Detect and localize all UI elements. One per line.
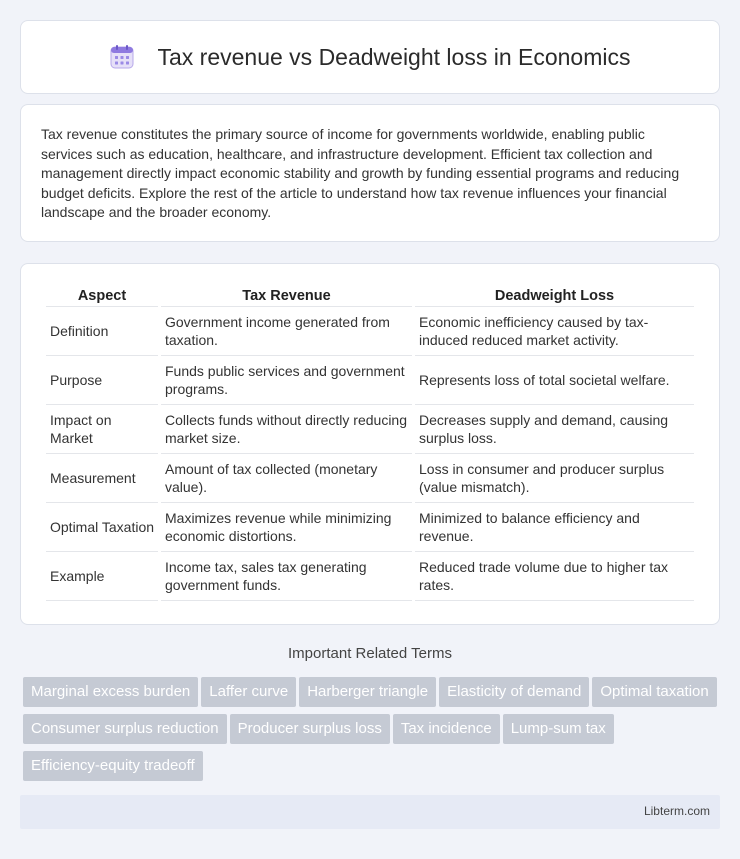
cell-tax-revenue: Maximizes revenue while minimizing economic distortions. (161, 503, 412, 552)
cell-aspect: Optimal Taxation (46, 503, 158, 552)
cell-deadweight-loss: Economic inefficiency caused by tax-induced reduced market activity. (415, 307, 694, 356)
table-row (46, 356, 694, 405)
cell-deadweight-loss: Minimized to balance efficiency and revenue. (415, 503, 694, 552)
related-term-tag[interactable]: Efficiency-equity tradeoff (23, 751, 203, 781)
table-row (46, 307, 694, 356)
related-term-tag[interactable]: Harberger triangle (299, 677, 436, 707)
cell-deadweight-loss: Decreases supply and demand, causing surplus loss. (415, 405, 694, 454)
header-deadweight-loss: Deadweight Loss (415, 284, 694, 307)
table-row (46, 503, 694, 552)
page-title: Tax revenue vs Deadweight loss in Economics (157, 43, 631, 70)
comparison-table (43, 284, 697, 601)
footer (20, 795, 720, 829)
table-header-row (46, 284, 694, 307)
cell-tax-revenue: Collects funds without directly reducing market size. (161, 405, 412, 454)
cell-tax-revenue: Amount of tax collected (monetary value). (161, 454, 412, 503)
related-term-tag[interactable]: Laffer curve (201, 677, 296, 707)
footer-brand-link[interactable]: Libterm.com (643, 804, 710, 818)
title-card (20, 20, 720, 94)
related-term-tag[interactable]: Elasticity of demand (439, 677, 589, 707)
cell-tax-revenue: Income tax, sales tax generating government funds. (161, 552, 412, 601)
related-term-tag[interactable]: Optimal taxation (592, 677, 716, 707)
header-aspect: Aspect (46, 284, 158, 307)
related-terms-list (23, 677, 723, 788)
cell-deadweight-loss: Represents loss of total societal welfare. (415, 356, 694, 405)
related-term-tag[interactable]: Marginal excess burden (23, 677, 198, 707)
cell-aspect: Definition (46, 307, 158, 356)
table-row (46, 552, 694, 601)
cell-aspect: Purpose (46, 356, 158, 405)
cell-deadweight-loss: Reduced trade volume due to higher tax rates. (415, 552, 694, 601)
intro-text: Tax revenue constitutes the primary source of income for governments worldwide, enabling public services such as education, healthcare, and infrastructure development. Efficient tax collection and management directly impact economic stability and growth by funding essential programs and reducing budget deficits. Explore the rest of the article to understand how tax revenue influences your financial landscape and the broader economy. (41, 126, 680, 220)
related-terms-heading: Important Related Terms (288, 645, 452, 662)
comparison-table-card (20, 263, 720, 625)
related-term-tag[interactable]: Producer surplus loss (230, 714, 390, 744)
cell-tax-revenue: Funds public services and government programs. (161, 356, 412, 405)
cell-deadweight-loss: Loss in consumer and producer surplus (value mismatch). (415, 454, 694, 503)
cell-tax-revenue: Government income generated from taxation. (161, 307, 412, 356)
related-term-tag[interactable]: Tax incidence (393, 714, 500, 744)
cell-aspect: Example (46, 552, 158, 601)
related-term-tag[interactable]: Consumer surplus reduction (23, 714, 227, 744)
cell-aspect: Impact on Market (46, 405, 158, 454)
table-row (46, 454, 694, 503)
intro-card (20, 104, 720, 242)
calendar-icon (109, 44, 135, 70)
related-term-tag[interactable]: Lump-sum tax (503, 714, 614, 744)
header-tax-revenue: Tax Revenue (161, 284, 412, 307)
table-row (46, 405, 694, 454)
cell-aspect: Measurement (46, 454, 158, 503)
